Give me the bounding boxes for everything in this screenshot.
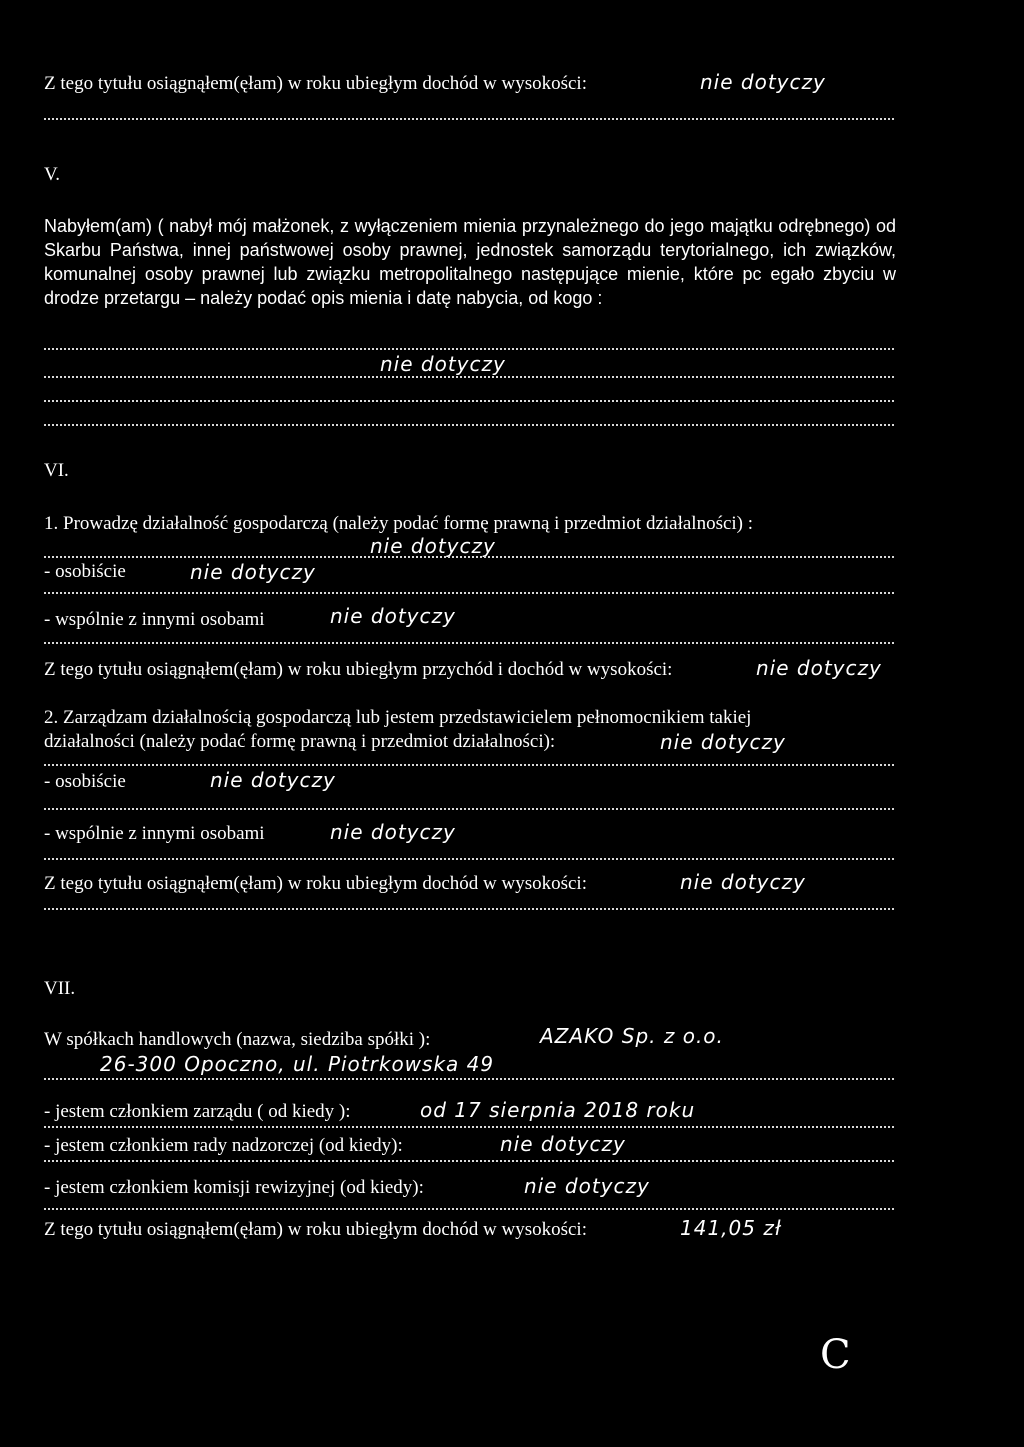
dotted-line	[44, 1126, 894, 1128]
income-line-vi-1: Z tego tytułu osiągnąłem(ęłam) w roku ubiegłym przychód i dochód w wysokości:	[44, 659, 673, 680]
handwritten-company-address: 26-300 Opoczno, ul. Piotrkowska 49	[100, 1052, 495, 1076]
dotted-line	[44, 1208, 894, 1210]
dotted-line	[44, 908, 894, 910]
companies-label: W spółkach handlowych (nazwa, siedziba spółki ):	[44, 1029, 431, 1050]
handwritten-company-name: AZAKO Sp. z o.o.	[540, 1024, 724, 1048]
handwritten-income-value: 141,05 zł	[680, 1216, 782, 1240]
handwritten-not-applicable: nie dotyczy	[330, 820, 456, 844]
section-vi-item2b: działalności (należy podać formę prawną i przedmiot działalności):	[44, 731, 556, 752]
dotted-line	[44, 348, 894, 350]
section-vi-number: VI.	[44, 460, 69, 481]
handwritten-board-since: od 17 sierpnia 2018 roku	[420, 1098, 696, 1122]
handwritten-not-applicable: nie dotyczy	[700, 70, 826, 94]
section-v-text: Nabyłem(am) ( nabył mój małżonek, z wyłączeniem mienia przynależnego do jego majątku odrębnego) od Skarbu Państwa, innej państwowej osoby prawnej, jednostek samorządu terytorialnego, ich związków, komunalnej osoby prawnej lub związku metropolitalnego następujące mienie, które pc egało zbyciu w drodze przetargu – należy podać opis mienia i datę nabycia, od kogo :	[44, 216, 896, 308]
dotted-line	[44, 376, 894, 378]
handwritten-not-applicable: nie dotyczy	[756, 656, 882, 680]
handwritten-not-applicable: nie dotyczy	[660, 730, 786, 754]
dotted-line	[44, 808, 894, 810]
board-member-label: - jestem członkiem zarządu ( od kiedy ):	[44, 1101, 351, 1122]
handwritten-not-applicable: nie dotyczy	[190, 560, 316, 584]
jointly-label: - wspólnie z innymi osobami	[44, 823, 265, 844]
handwritten-not-applicable: nie dotyczy	[500, 1132, 626, 1156]
dotted-line	[44, 642, 894, 644]
section-vi-item2a: 2. Zarządzam działalnością gospodarczą lub jestem przedstawicielem pełnomocnikiem takiej	[44, 707, 752, 728]
dotted-line	[44, 424, 894, 426]
dotted-line	[44, 556, 894, 558]
dotted-line	[44, 1078, 894, 1080]
dotted-line	[44, 1160, 894, 1162]
handwritten-not-applicable: nie dotyczy	[370, 534, 496, 558]
supervisory-board-label: - jestem członkiem rady nadzorczej (od kiedy):	[44, 1135, 403, 1156]
section-v-number: V.	[44, 164, 61, 185]
handwritten-not-applicable: nie dotyczy	[380, 352, 506, 376]
handwritten-not-applicable: nie dotyczy	[210, 768, 336, 792]
signature-mark: C	[820, 1332, 851, 1378]
handwritten-not-applicable: nie dotyczy	[330, 604, 456, 628]
handwritten-not-applicable: nie dotyczy	[524, 1174, 650, 1198]
audit-committee-label: - jestem członkiem komisji rewizyjnej (od kiedy):	[44, 1177, 424, 1198]
section-vii-number: VII.	[44, 978, 76, 999]
income-line-top: Z tego tytułu osiągnąłem(ęłam) w roku ubiegłym dochód w wysokości:	[44, 73, 587, 94]
handwritten-not-applicable: nie dotyczy	[680, 870, 806, 894]
section-vi-item1: 1. Prowadzę działalność gospodarczą (należy podać formę prawną i przedmiot działalności) :	[44, 513, 754, 534]
dotted-line	[44, 118, 894, 120]
jointly-label: - wspólnie z innymi osobami	[44, 609, 265, 630]
dotted-line	[44, 764, 894, 766]
personally-label: - osobiście	[44, 771, 126, 792]
dotted-line	[44, 400, 894, 402]
income-line-vi-2: Z tego tytułu osiągnąłem(ęłam) w roku ubiegłym dochód w wysokości:	[44, 873, 587, 894]
dotted-line	[44, 858, 894, 860]
income-line-vii: Z tego tytułu osiągnąłem(ęłam) w roku ubiegłym dochód w wysokości:	[44, 1219, 587, 1240]
personally-label: - osobiście	[44, 561, 126, 582]
dotted-line	[44, 592, 894, 594]
